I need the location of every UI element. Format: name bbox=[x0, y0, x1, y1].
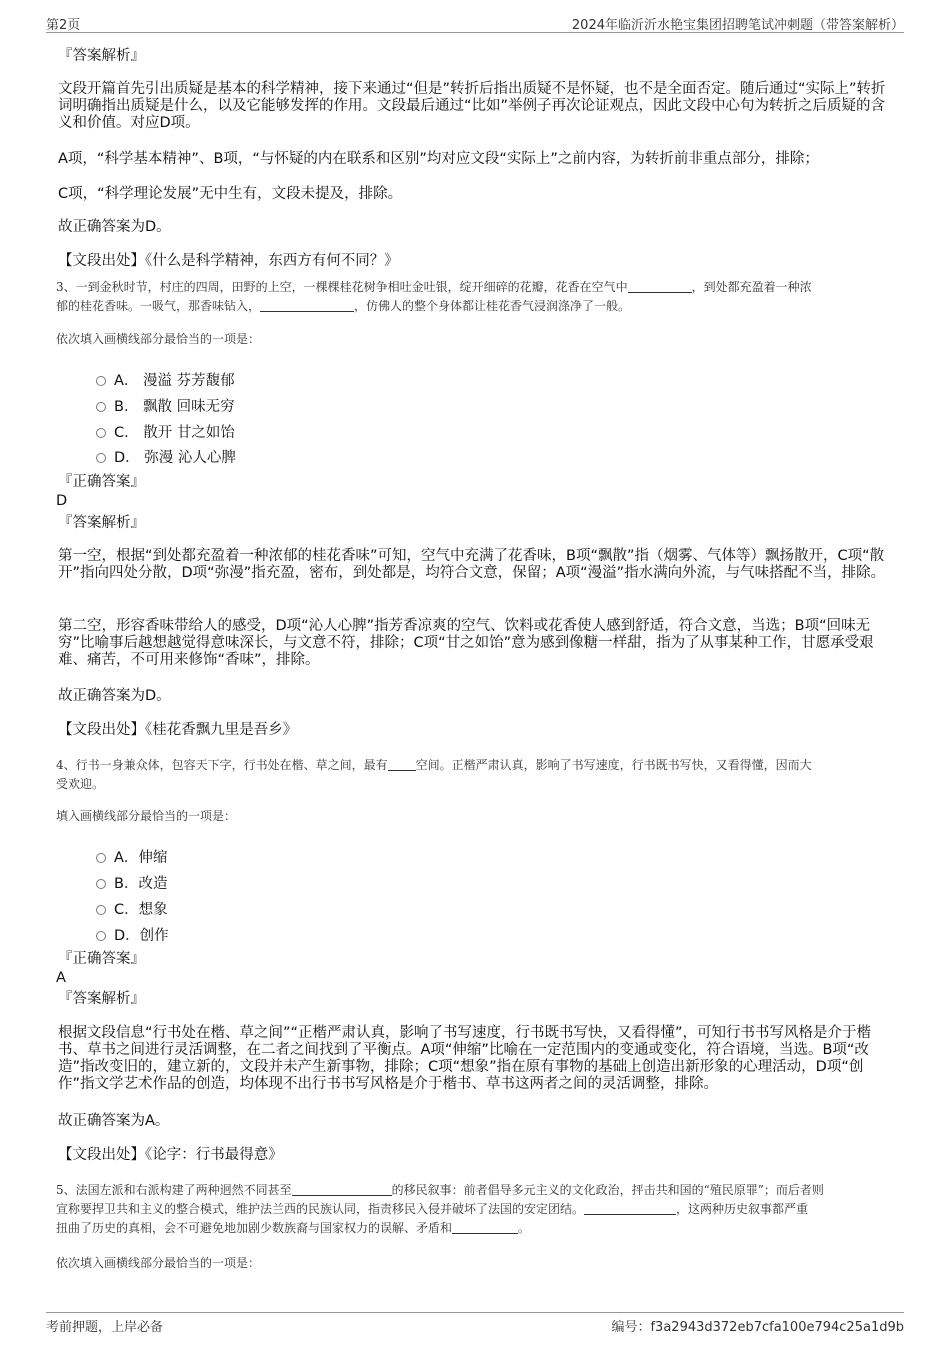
q4-stem bbox=[56, 756, 898, 794]
q2-conclusion: 故正确答案为D。 bbox=[58, 219, 171, 235]
footer-slogan: 考前押题，上岸必备 bbox=[46, 1320, 164, 1335]
q4-prompt: 填入画横线部分最恰当的一项是： bbox=[56, 809, 237, 823]
q3-option-c[interactable] bbox=[96, 421, 235, 442]
q5-stem bbox=[56, 1181, 898, 1238]
radio-icon[interactable] bbox=[96, 402, 106, 412]
blank bbox=[292, 1183, 392, 1196]
q5-prompt: 依次填入画横线部分最恰当的一项是： bbox=[56, 1256, 261, 1270]
q5-stem-part: ，这两种历史叙事都严重 bbox=[676, 1202, 809, 1216]
q5-stem-part: 5、法国左派和右派构建了两种迥然不同甚至 bbox=[56, 1183, 292, 1197]
q5-stem-part: 。 bbox=[518, 1221, 531, 1235]
q3-stem-part: ，仿佛人的整个身体都让桂花香气浸润涤净了一般。 bbox=[354, 299, 631, 313]
q4-analysis-label: 『答案解析』 bbox=[58, 991, 145, 1007]
option-label: A． 漫溢 芬芳馥郁 bbox=[114, 373, 235, 389]
q3-stem-part: ，到处都充盈着一种浓 bbox=[691, 280, 812, 294]
blank bbox=[584, 1202, 676, 1215]
q3-stem-part: 3、一到金秋时节，村庄的四周，田野的上空，一棵棵桂花树争相吐金吐银，绽开细碎的花瓣，花香在空气中 bbox=[56, 280, 628, 294]
q3-analysis-label: 『答案解析』 bbox=[58, 515, 145, 531]
blank bbox=[452, 1221, 518, 1234]
q5-stem-part: 扭曲了历史的真相，会不可避免地加剧少数族裔与国家权力的误解、矛盾和 bbox=[56, 1221, 453, 1235]
q3-option-b[interactable] bbox=[96, 395, 235, 416]
q3-analysis-p2: 第二空，形容香味带给人的感受，D项“沁人心脾”指芳香凉爽的空气、饮料或花香使人感到舒适，符合文意，当选；B项“回味无穷”比喻事后越想越觉得意味深长，与文意不符，排除；C项“甘之如饴”意为感到像糖一样甜，指为了从事某种工作，甘愿承受艰难、痛苦，不可用来修饰“香味”，排除。 bbox=[58, 618, 874, 668]
q4-option-d[interactable] bbox=[96, 924, 169, 945]
q4-analysis-p1: 根据文段信息“行书处在楷、草之间”“正楷严肃认真，影响了书写速度，行书既书写快，又看得懂”，可知行书书写风格是介于楷书、草书之间进行灵活调整，在二者之间找到了平衡点。A项“伸缩”比喻在一定范围内的变通或变化，符合语境，当选。B项“改造”指改变旧的，建立新的，文段并未产生新事物，排除；C项“想象”指在原有事物的基础上创造出新形象的心理活动，D项“创作”指文学艺术作品的创造，均体现不出行书书写风格是介于楷书、草书这两者之间的灵活调整，排除。 bbox=[58, 1025, 872, 1092]
radio-icon[interactable] bbox=[96, 879, 106, 889]
q2-analysis-p3: C项，“科学理论发展”无中生有，文段未提及，排除。 bbox=[58, 186, 403, 202]
q3-analysis-p1: 第一空，根据“到处都充盈着一种浓郁的桂花香味”可知，空气中充满了花香味，B项“飘散”指（烟雾、气体等）飘扬散开，C项“散开”指向四处分散，D项“弥漫”指充盈，密布，到处都是，均符合文意，保留；A项“漫溢”指水满向外流，与气味搭配不当，排除。 bbox=[58, 548, 886, 581]
footer-serial: 编号：f3a2943d372eb7cfa100e794c25a1d9b bbox=[611, 1320, 904, 1335]
q4-stem-part: 受欢迎。 bbox=[56, 777, 105, 791]
q2-analysis-label: 『答案解析』 bbox=[58, 48, 145, 64]
option-label: B． 飘散 回味无穷 bbox=[114, 399, 235, 415]
q2-analysis-p2: A项，“科学基本精神”、B项，“与怀疑的内在联系和区别”均对应文段“实际上”之前内容，为转折前非重点部分，排除； bbox=[58, 151, 819, 167]
option-label: D． 弥漫 沁人心脾 bbox=[114, 450, 236, 466]
q3-option-d[interactable] bbox=[96, 446, 236, 467]
q4-conclusion: 故正确答案为A。 bbox=[58, 1113, 170, 1129]
option-label: D．创作 bbox=[114, 928, 169, 944]
q3-source: 【文段出处】《桂花香飘九里是吾乡》 bbox=[58, 722, 298, 738]
q4-correct-label: 『正确答案』 bbox=[58, 951, 145, 967]
q3-conclusion: 故正确答案为D。 bbox=[58, 688, 171, 704]
radio-icon[interactable] bbox=[96, 428, 106, 438]
option-label: B．改造 bbox=[114, 876, 168, 892]
q4-option-a[interactable] bbox=[96, 846, 167, 867]
q5-stem-part: 宣称要捍卫共和主义的整合模式，维护法兰西的民族认同，指责移民入侵并破坏了法国的安定团结。 bbox=[56, 1202, 585, 1216]
blank bbox=[628, 280, 692, 293]
q4-stem-part: 4、行书一身兼众体，包容天下字，行书处在楷、草之间，最有 bbox=[56, 758, 388, 772]
radio-icon[interactable] bbox=[96, 376, 106, 386]
radio-icon[interactable] bbox=[96, 905, 106, 915]
option-label: C．想象 bbox=[114, 902, 168, 918]
page-footer bbox=[46, 1312, 904, 1337]
q3-prompt: 依次填入画横线部分最恰当的一项是： bbox=[56, 332, 261, 346]
q5-stem-part: 的移民叙事：前者倡导多元主义的文化政治，抨击共和国的“殖民原罪”；而后者则 bbox=[391, 1183, 824, 1197]
radio-icon[interactable] bbox=[96, 453, 106, 463]
q2-analysis-p1: 文段开篇首先引出质疑是基本的科学精神，接下来通过“但是”转折后指出质疑不是怀疑，也不是全面否定。随后通过“实际上”转折词明确指出质疑是什么，以及它能够发挥的作用。文段最后通过“比如”举例子再次论证观点，因此文段中心句为转折之后质疑的含义和价值。对应D项。 bbox=[58, 81, 886, 131]
radio-icon[interactable] bbox=[96, 931, 106, 941]
q4-option-c[interactable] bbox=[96, 898, 168, 919]
q2-source: 【文段出处】《什么是科学精神，东西方有何不同？》 bbox=[58, 253, 399, 269]
q3-correct-label: 『正确答案』 bbox=[58, 474, 145, 490]
q4-option-b[interactable] bbox=[96, 872, 167, 893]
q3-option-a[interactable] bbox=[96, 369, 235, 390]
q3-stem-part: 郁的桂花香味。一吸气，那香味钻入， bbox=[56, 299, 261, 313]
q4-source: 【文段出处】《论字：行书最得意》 bbox=[58, 1147, 283, 1163]
q3-stem bbox=[56, 278, 898, 316]
blank bbox=[388, 758, 416, 771]
page-number: 第2页 bbox=[46, 18, 81, 33]
q4-answer: A bbox=[56, 970, 66, 986]
radio-icon[interactable] bbox=[96, 853, 106, 863]
document-title: 2024年临沂沂水艳宝集团招聘笔试冲刺题（带答案解析） bbox=[571, 18, 904, 33]
q3-answer: D bbox=[56, 493, 68, 509]
q4-stem-part: 空间。正楷严肃认真，影响了书写速度，行书既书写快，又看得懂，因而大 bbox=[415, 758, 812, 772]
blank bbox=[260, 299, 354, 312]
option-label: C． 散开 甘之如饴 bbox=[114, 425, 235, 441]
option-label: A．伸缩 bbox=[114, 850, 168, 866]
page-header bbox=[46, 12, 904, 33]
